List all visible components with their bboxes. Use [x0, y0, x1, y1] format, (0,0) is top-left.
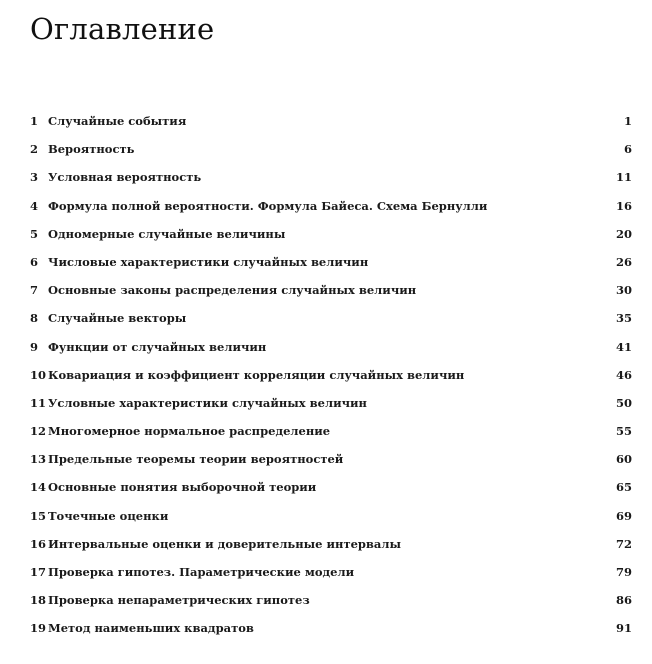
toc-entry-page[interactable]: 69 — [615, 508, 632, 523]
toc-entry-number: 3 — [30, 170, 39, 185]
toc-entry-page[interactable]: 79 — [615, 565, 632, 579]
toc-entry-number: 9 — [30, 339, 39, 354]
toc-entry-number: 17 — [30, 565, 47, 579]
toc-entry-page[interactable]: 26 — [615, 254, 632, 269]
toc-entry-page[interactable]: 16 — [615, 198, 632, 213]
toc-entry-title[interactable]: Случайные события — [48, 114, 187, 128]
toc-entry-number: 5 — [30, 226, 39, 241]
toc-entry-5[interactable] — [0, 220, 652, 248]
toc-entry-number: 16 — [30, 536, 47, 551]
toc-entry-8[interactable] — [0, 304, 652, 332]
toc-entry-title[interactable]: Ковариация и коэффициент корреляции случайных величин — [48, 367, 465, 382]
toc-entry-11[interactable] — [0, 389, 652, 417]
toc-entry-number: 14 — [30, 480, 47, 495]
toc-entry-page[interactable]: 20 — [615, 226, 632, 241]
toc-entry-number: 4 — [30, 198, 39, 213]
toc-entry-16[interactable] — [0, 530, 652, 558]
toc-entry-number: 15 — [30, 508, 47, 523]
toc-entry-page[interactable]: 11 — [615, 170, 632, 185]
toc-entry-page[interactable]: 86 — [615, 593, 632, 608]
toc-entry-title[interactable]: Формула полной вероятности. Формула Байеса. Схема Бернулли — [48, 198, 488, 213]
toc-entry-page[interactable]: 65 — [615, 480, 632, 495]
toc-entry-number: 8 — [30, 311, 39, 326]
toc-entry-number: 12 — [30, 424, 47, 439]
toc-entry-title[interactable]: Вероятность — [48, 142, 135, 157]
toc-entry-3[interactable] — [0, 163, 652, 191]
toc-entry-title[interactable]: Предельные теоремы теории вероятностей — [48, 452, 344, 467]
toc-entry-title[interactable]: Функции от случайных величин — [48, 339, 267, 354]
toc-entry-6[interactable] — [0, 248, 652, 276]
toc-entry-number: 18 — [30, 593, 47, 608]
toc-entry-number: 7 — [30, 283, 39, 298]
toc-entry-4[interactable] — [0, 192, 652, 220]
toc-entry-title[interactable]: Условные характеристики случайных величин — [48, 395, 367, 410]
toc-entry-number: 10 — [30, 367, 47, 382]
toc-entry-15[interactable] — [0, 502, 652, 530]
toc-entry-2[interactable] — [0, 135, 652, 163]
toc-entry-title[interactable]: Числовые характеристики случайных величин — [48, 254, 369, 269]
table-of-contents — [0, 107, 652, 643]
toc-entry-19[interactable] — [0, 614, 652, 642]
toc-entry-7[interactable] — [0, 276, 652, 304]
toc-entry-10[interactable] — [0, 361, 652, 389]
toc-entry-title[interactable]: Условная вероятность — [48, 170, 202, 185]
toc-entry-number: 13 — [30, 452, 47, 467]
page-title: Оглавление — [30, 12, 215, 46]
toc-entry-page[interactable]: 55 — [615, 424, 632, 439]
toc-entry-page[interactable]: 91 — [615, 621, 632, 636]
toc-entry-title[interactable]: Проверка непараметрических гипотез — [48, 593, 310, 608]
toc-entry-page[interactable]: 50 — [615, 395, 632, 410]
toc-entry-title[interactable]: Точечные оценки — [48, 508, 169, 523]
toc-entry-1[interactable] — [0, 107, 652, 135]
toc-entry-title[interactable]: Случайные векторы — [48, 311, 187, 326]
toc-entry-title[interactable]: Одномерные случайные величины — [48, 226, 286, 241]
toc-entry-9[interactable] — [0, 333, 652, 361]
toc-entry-number: 11 — [30, 395, 47, 410]
toc-entry-18[interactable] — [0, 586, 652, 614]
toc-entry-title[interactable]: Основные законы распределения случайных величин — [48, 283, 417, 298]
toc-entry-title[interactable]: Основные понятия выборочной теории — [48, 480, 317, 495]
toc-entry-number: 6 — [30, 254, 39, 269]
toc-entry-page[interactable]: 72 — [615, 536, 632, 551]
toc-entry-number: 19 — [30, 621, 47, 636]
toc-entry-title[interactable]: Метод наименьших квадратов — [48, 621, 254, 636]
toc-entry-page[interactable]: 1 — [623, 114, 632, 128]
toc-entry-page[interactable]: 35 — [615, 311, 632, 326]
toc-entry-page[interactable]: 46 — [615, 367, 632, 382]
toc-entry-page[interactable]: 41 — [615, 339, 632, 354]
toc-entry-number: 1 — [30, 114, 39, 128]
toc-entry-14[interactable] — [0, 473, 652, 501]
toc-entry-title[interactable]: Проверка гипотез. Параметрические модели — [48, 565, 355, 579]
toc-entry-13[interactable] — [0, 445, 652, 473]
toc-entry-17[interactable] — [0, 558, 652, 586]
toc-entry-title[interactable]: Интервальные оценки и доверительные интервалы — [48, 536, 402, 551]
toc-entry-page[interactable]: 60 — [615, 452, 632, 467]
toc-entry-12[interactable] — [0, 417, 652, 445]
toc-entry-title[interactable]: Многомерное нормальное распределение — [48, 424, 331, 439]
toc-entry-page[interactable]: 6 — [623, 142, 632, 157]
toc-entry-page[interactable]: 30 — [615, 283, 632, 298]
toc-entry-number: 2 — [30, 142, 39, 157]
